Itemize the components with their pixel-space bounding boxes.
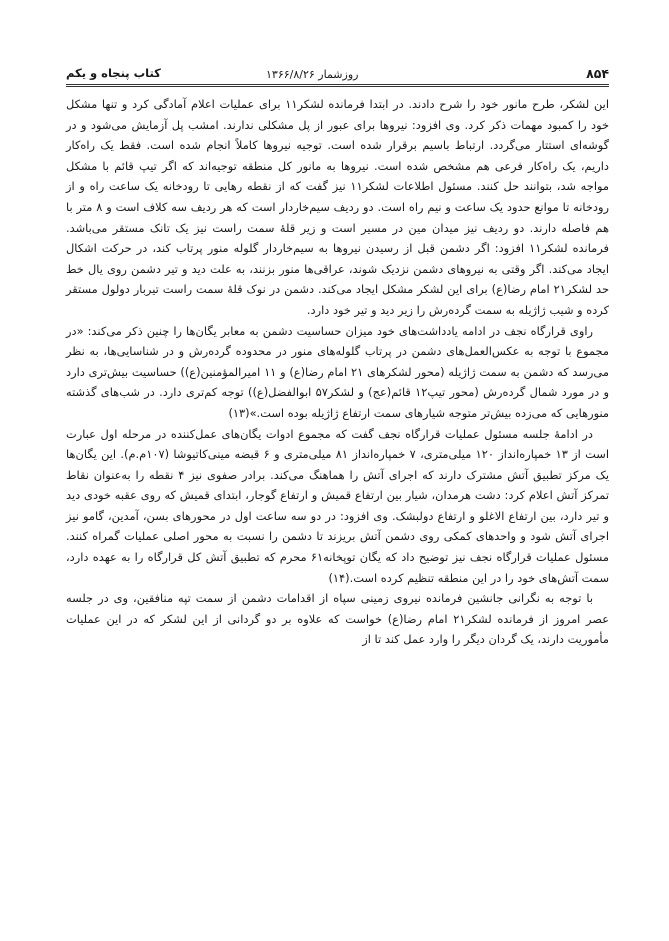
header-book-title: کتاب پنجاه و یکم <box>66 66 161 80</box>
page-number: ۸۵۴ <box>586 66 609 81</box>
page-header <box>66 66 609 86</box>
page-body <box>66 94 609 650</box>
header-rule-secondary <box>66 86 609 87</box>
paragraph-4: با توجه به نگرانی جانشین فرمانده نیروی زمینی سپاه از اقدامات دشمن از سمت تپه منافقین، وی در جلسه عصر امروز از فرمانده لشکر۲۱ امام رضا(ع) خواست که علاوه بر دو گردانی از این لشکر که در این عملیات مأموریت دارند، یک گردان دیگر را وارد عمل کند تا از <box>66 591 609 647</box>
paragraph-1: این لشکر، طرح مانور خود را شرح دادند. در ابتدا فرمانده لشکر۱۱ برای عملیات اعلام آمادگی کرد و تنها مشکل خود را کمبود مهمات ذکر کرد. وی افزود: نیروها برای عبور از پل مشکلی ندارند. امشب پل آزمایش می‌شود و در گوشه‌ای استتار می‌گردد. ارتباط باسیم برقرار شده است. توجیه نیروها کاملاً انجام شده است. فقط یک راه‌کار داریم، یک راه‌کار فرعی هم مشخص شده است. نیروها به مانور کل منطقه توجیه‌اند که اگر تیپ قائم با مشکل مواجه شد، بتوانند حل کنند. مسئول اطلاعات لشکر۱۱ نیز گفت که از نقطه رهایی تا رودخانه یک ساعت راه و از رودخانه تا موانع حدود یک ساعت و نیم راه است. دو ردیف سیم‌خاردار است که هر ردیف سه کلاف است و ۸ متر با هم فاصله دارند. دو ردیف نیز میدان مین در مسیر است و زیر قلهٔ سمت راست نیز یک تانک مستقر می‌باشد. فرمانده لشکر۱۱ افزود: اگر دشمن قبل از رسیدن نیروها به سیم‌خاردار گلوله منور پرتاب کند، در حرکت اشکال ایجاد می‌کند. اگر وقتی به نیروهای دشمن نزدیک شوند، عراقی‌ها منور بزنند، به علت دید و تیر دشمن روی یال خط حد لشکر۲۱ امام رضا(ع) برای این لشکر مشکل ایجاد می‌کند. دشمن در نوک قلهٔ سمت راست تیربار دولول مستقر کرده و شیب ژاژیله به سمت گرده‌رش را زیر دید و تیر خود دارد. <box>66 97 609 317</box>
paragraph-3: در ادامهٔ جلسه مسئول عملیات قرارگاه نجف گفت که مجموع ادوات یگان‌های عمل‌کننده در مرحله اول عبارت است از ۱۳ خمپاره‌انداز ۱۲۰ میلی‌متری، ۷ خمپاره‌انداز ۸۱ میلی‌متری و ۶ قبضه مینی‌کاتیوشا (۱۰۷م.م). این یگان‌ها یک مرکز تطبیق آتش مشترک دارند که اجرای آتش را هماهنگ می‌کند. برادر صفوی نیز ۴ نقطه را به‌عنوان نقاط تمرکز آتش اعلام کرد: دشت هرمدان، شیار بین ارتفاع قمیش و ارتفاع گوجار، ابتدای قمیش که روی عقبه خودی دید و تیر دارد، بین ارتفاع الاغلو و ارتفاع دولبشک. وی افزود: در دو سه ساعت اول در محورهای بسن، آمدین، گامو نیز اجرای آتش شود و واحدهای کمکی روی دشمن آتش بریزند تا دشمن را نسبت به محور اصلی عملیات گمراه کنند. مسئول عملیات قرارگاه نجف نیز توضیح داد که یگان توپخانه۶۱ محرم که تطبیق آتش کل قرارگاه را به عهده دارد، سمت آتش‌های خود را در این منطقه تنظیم کرده است.(۱۴) <box>66 426 610 585</box>
paragraph-2: راوی قرارگاه نجف در ادامه یادداشت‌های خود میزان حساسیت دشمن به معابر یگان‌ها را چنین ذکر می‌کند: «در مجموع با توجه به عکس‌العمل‌های دشمن در پرتاب گلوله‌های منور در محدوده گرده‌رش و در شناسایی‌ها، به نظر می‌رسد که دشمن به سمت ژاژیله (محور لشکرهای ۲۱ امام رضا(ع) و ۱۱ امیرالمؤمنین(ع)) حساسیت بیش‌تری دارد و در مورد شمال گرده‌رش (محور تیپ۱۲ قائم(عج) و لشکر۵۷ ابوالفضل(ع)) توجه کم‌تری دارد. در شب‌های گذشته منورهایی که می‌زده بیش‌تر متوجه شیارهای سمت ارتفاع ژاژیله بوده است.»(۱۳) <box>66 323 609 420</box>
header-rule <box>66 84 609 85</box>
header-date: روزشمار ۱۳۶۶/۸/۲۶ <box>266 68 359 81</box>
